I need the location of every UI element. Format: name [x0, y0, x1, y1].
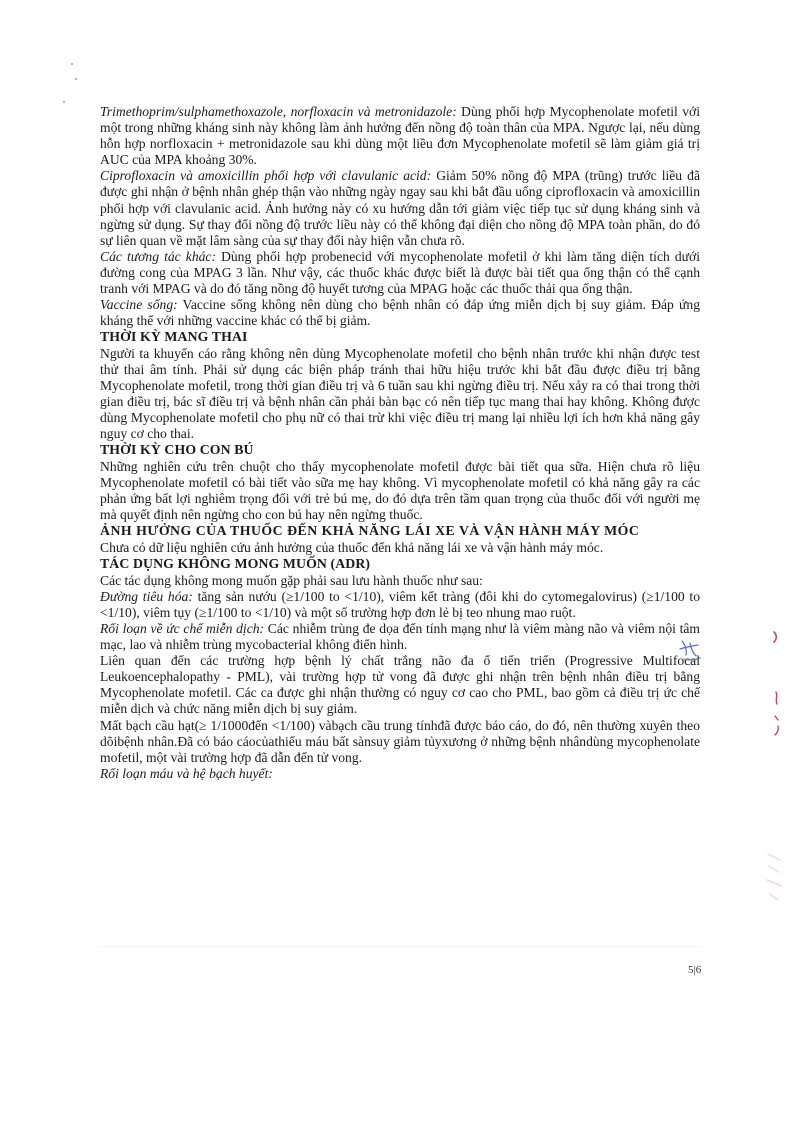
text-adr-intro: Các tác dụng không mong muốn gặp phải sau lưu hành thuốc như sau:: [100, 572, 483, 588]
paragraph-ciprofloxacin: [100, 168, 700, 248]
handwritten-mark: [676, 637, 704, 663]
paragraph-antibiotics-body: Dùng phối hợp Mycophenolate mofetil với một trong những kháng sinh này không làm ảnh hưởng đến nồng độ toàn thân của MPA. Ngược lại, nếu dùng hỗn hợp norfloxacin + metronidazole sau khi dùng một liều đơn Mycophenolate mofetil sẽ làm giảm giá trị AUC của MPA khoảng 30%.: [100, 104, 700, 168]
paragraph-immune-body: Các nhiễm trùng đe dọa đến tính mạng như là viêm màng não và viêm nội tâm mạc, lao và nhiễm trùng mycobacterial không điển hình.: [100, 621, 701, 653]
paragraph-immune: [100, 621, 700, 653]
edge-mark-3: [764, 850, 784, 910]
heading-pregnancy: THỜI KỲ MANG THAI: [100, 329, 248, 345]
heading-driving: ẢNH HƯỞNG CỦA THUỐC ĐẾN KHẢ NĂNG LÁI XE VÀ VẬN HÀNH MÁY MÓC: [100, 523, 640, 539]
paragraph-live-vaccine: [100, 297, 700, 329]
page-number: 5|6: [688, 964, 702, 976]
paragraph-blood-lymph-lead: Rối loạn máu và hệ bạch huyết:: [100, 765, 273, 781]
paragraph-other-interactions: [100, 249, 700, 297]
paragraph-gastrointestinal-lead: Đường tiêu hóa:: [100, 588, 193, 604]
paragraph-gastrointestinal-body: tăng sản nướu (≥1/100 to <1/10), viêm kết tràng (đôi khi do cytomegalovirus) (≥1/100 to <1/10), viêm tụy (≥1/100 to <1/10) và một số trường hợp đơn lẻ bị teo nhung mao ruột.: [100, 588, 700, 620]
document-body: [100, 104, 700, 782]
edge-mark-2: [772, 690, 782, 736]
paragraph-ciprofloxacin-body: Giảm 50% nồng độ MPA (trũng) trước liều đã được ghi nhận ở bệnh nhân ghép thận vào những ngày ngay sau khi bắt đầu uống ciprofloxacin và amoxicillin phối hợp với clavulanic acid. Ảnh hưởng này có xu hướng dẫn tới giảm việc tiếp tục sử dụng kháng sinh và ngừng sử dụng. Sự thay đổi nồng độ trước liều này có thể không đại diện cho nồng độ MPA toàn phần, do đó sự liên quan về mặt lâm sàng của sự thay đổi này hiện vẫn chưa rõ.: [100, 168, 701, 248]
paragraph-ciprofloxacin-lead: Ciprofloxacin và amoxicillin phối hợp với clavulanic acid:: [100, 168, 432, 184]
text-pregnancy: Người ta khuyến cáo rằng không nên dùng Mycophenolate mofetil cho bệnh nhân trước khi nhận được test thử thai âm tính. Phải sử dụng các biện pháp tránh thai hữu hiệu trước khi bắt đầu được điều trị bằng Mycophenolate mofetil, trong thời gian điều trị và 6 tuần sau khi ngừng điều trị. Nếu xảy ra có thai trong thời gian điều trị, bác sĩ điều trị và bệnh nhân cần phải bàn bạc có nên tiếp tục mang thai hay không. Không được dùng Mycophenolate mofetil cho phụ nữ có thai trừ khi việc điều trị mang lại nhiều lợi ích hơn khả năng gây nguy cơ cho thai.: [100, 345, 700, 442]
paragraph-antibiotics: [100, 104, 700, 168]
edge-mark-1: [771, 630, 781, 644]
paragraph-live-vaccine-lead: Vaccine sống:: [100, 297, 178, 313]
paragraph-gastrointestinal: [100, 589, 700, 621]
paragraph-antibiotics-lead: Trimethoprim/sulphamethoxazole, norfloxacin và metronidazole:: [100, 104, 457, 119]
text-breastfeeding: Những nghiên cứu trên chuột cho thấy mycophenolate mofetil được bài tiết qua sữa. Hiện chưa rõ liệu Mycophenolate mofetil có bài tiết vào sữa mẹ hay không. Vì mycophenolate mofetil có khả năng gây ra các phản ứng bất lợi nghiêm trọng đối với trẻ bú mẹ, do đó dựa trên tầm quan trọng của thuốc đối với người mẹ mà quyết định nên ngừng cho con bú hay nên ngừng thuốc.: [100, 459, 700, 523]
paragraph-granulocyte: Mất bạch cầu hạt(≥ 1/1000đến <1/100) vàbạch cầu trung tínhđã được báo cáo, do đó, nên thường xuyên theo dõibệnh nhân.Đã có báo cáocủathiếu máu bất sànsuy giảm tủyxương ở những bệnh nhândùng mycophenolate mofetil, một vài trường hợp đã dẫn đến tử vong.: [100, 717, 700, 765]
paragraph-live-vaccine-body: Vaccine sống không nên dùng cho bệnh nhân có đáp ứng miễn dịch bị suy giảm. Đáp ứng kháng thể với những vaccine khác có thể bị giảm.: [100, 297, 700, 329]
paragraph-pml: Liên quan đến các trường hợp bệnh lý chất trắng não đa ổ tiến triển (Progressive Multifocal Leukoencephalopathy - PML), vài trường hợp tử vong đã được ghi nhận trên bệnh nhân điều trị bằng Mycophenolate mofetil. Các ca được ghi nhận thường có nguy cơ cao cho PML, bao gồm cả điều trị ức chế miễn dịch và chức năng miễn dịch bị suy giảm.: [100, 653, 700, 717]
text-driving: Chưa có dữ liệu nghiên cứu ảnh hưởng của thuốc đến khả năng lái xe và vận hành máy móc.: [100, 540, 604, 556]
paragraph-blood-lymph: [100, 766, 700, 782]
heading-adr: TÁC DỤNG KHÔNG MONG MUỐN (ADR): [100, 556, 371, 572]
paragraph-other-interactions-lead: Các tương tác khác:: [100, 248, 216, 264]
footer-rule: [100, 946, 700, 947]
heading-breastfeeding: THỜI KỲ CHO CON BÚ: [100, 442, 254, 458]
paragraph-immune-lead: Rối loạn về ức chế miễn dịch:: [100, 621, 265, 636]
paragraph-other-interactions-body: Dùng phối hợp probenecid với mycophenolate mofetil ở khi làm tăng diện tích dưới đường cong của MPAG 3 lần. Như vậy, các thuốc khác được biết là được bài tiết qua ống thận có thể cạnh tranh với MPAG và do đó tăng nồng độ huyết tương của MPAG hoặc các thuốc thải qua ống thận.: [100, 248, 700, 297]
